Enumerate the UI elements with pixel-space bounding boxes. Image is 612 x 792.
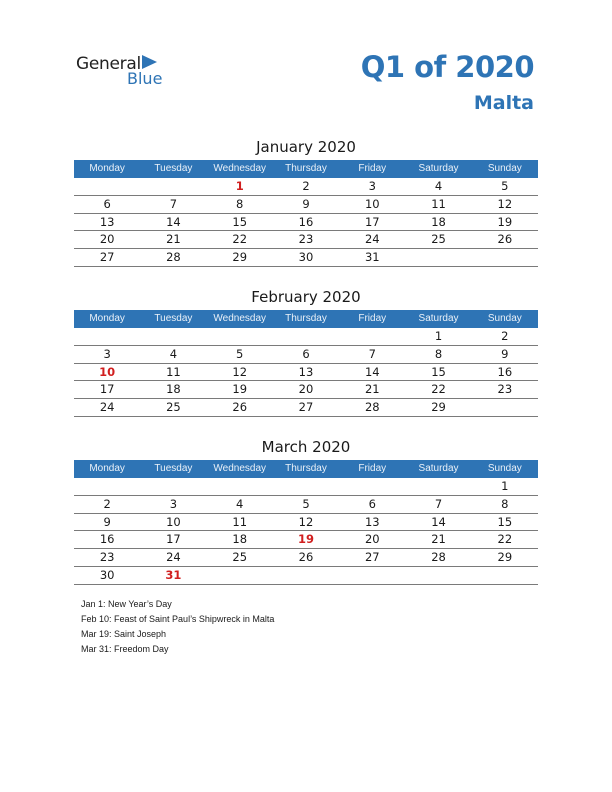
day-cell: 16 [99, 532, 115, 547]
day-cell: 2 [501, 329, 509, 343]
day-cell [74, 178, 140, 195]
day-cell: 3 [169, 496, 178, 511]
day-cell: 21 [431, 532, 446, 547]
day-cell: 29 [431, 400, 446, 415]
weekday-header: Sunday [487, 313, 522, 324]
holiday-note: Feb 10: Feast of Saint Paul’s Shipwreck in Malta [81, 614, 275, 624]
day-cell: 18 [166, 382, 181, 397]
day-cell: 9 [501, 346, 509, 361]
day-cell: 27 [364, 550, 380, 565]
weekday-header: Tuesday [154, 313, 193, 324]
day-cell: 14 [166, 214, 181, 229]
day-cell: 23 [298, 232, 314, 247]
weekday-header: Thursday [285, 463, 327, 474]
day-cell [405, 249, 471, 266]
day-cell: 17 [364, 214, 380, 229]
week-row [74, 381, 538, 399]
holiday-notes [81, 597, 274, 657]
day-cell: 25 [431, 232, 446, 247]
day-cell: 5 [302, 496, 310, 511]
day-cell: 26 [232, 400, 248, 415]
day-cell: 22 [431, 382, 446, 397]
day-cell [74, 328, 140, 345]
day-cell [405, 478, 471, 495]
day-cell: 27 [298, 400, 314, 415]
holiday-note: Mar 19: Saint Joseph [81, 629, 167, 639]
weekday-header: Monday [89, 313, 125, 324]
day-cell: 28 [431, 550, 446, 565]
day-cell: 1 [501, 479, 509, 493]
day-cell: 8 [434, 346, 443, 361]
day-cell: 5 [501, 179, 509, 193]
day-cell: 23 [497, 382, 513, 397]
day-cell: 27 [99, 250, 115, 265]
weekday-header: Monday [89, 163, 125, 174]
day-cell: 15 [497, 514, 513, 529]
day-cell: 11 [166, 364, 181, 379]
logo-flag-icon [142, 55, 157, 69]
day-cell: 20 [298, 382, 314, 397]
day-cell: 18 [232, 532, 248, 547]
day-cell [339, 478, 405, 495]
day-cell [472, 399, 538, 416]
weekday-header: Friday [358, 313, 387, 324]
day-cell: 7 [368, 346, 376, 361]
day-cell: 5 [236, 346, 244, 361]
week-row [74, 567, 538, 585]
week-row [74, 346, 538, 364]
month-title: March 2020 [261, 438, 351, 456]
day-cell: 21 [166, 232, 181, 247]
day-cell: 13 [298, 364, 314, 379]
day-cell: 8 [501, 496, 509, 511]
weekday-header: Thursday [285, 163, 327, 174]
day-cell: 12 [497, 196, 513, 211]
week-row [74, 178, 538, 196]
day-cell: 30 [99, 567, 115, 582]
day-cell: 11 [232, 514, 248, 529]
day-cell: 22 [497, 532, 513, 547]
holiday-note: Jan 1: New Year’s Day [81, 599, 172, 609]
week-row [74, 399, 538, 417]
week-row [74, 478, 538, 496]
week-row [74, 531, 538, 549]
day-cell [273, 328, 339, 345]
day-cell [472, 249, 538, 266]
week-row [74, 496, 538, 514]
month-title: February 2020 [251, 288, 361, 306]
week-row [74, 214, 538, 232]
day-cell: 25 [232, 550, 248, 565]
day-cell: 14 [364, 364, 380, 379]
day-cell: 13 [99, 214, 115, 229]
day-cell: 6 [368, 496, 376, 511]
day-cell [405, 567, 471, 584]
week-row [74, 328, 538, 346]
day-cell: 23 [99, 550, 115, 565]
day-cell: 29 [232, 250, 248, 265]
day-cell [207, 328, 273, 345]
day-cell [74, 478, 140, 495]
day-cell: 2 [103, 496, 111, 511]
day-cell: 3 [368, 179, 376, 193]
holiday-day-cell: 19 [297, 532, 314, 547]
day-cell: 6 [103, 196, 111, 211]
generalblue-logo [76, 54, 176, 88]
week-row [74, 514, 538, 532]
day-cell [140, 478, 206, 495]
day-cell: 7 [169, 196, 178, 211]
weekday-header: Tuesday [154, 163, 193, 174]
weekday-header: Tuesday [154, 463, 193, 474]
country-subtitle: Malta [473, 92, 534, 114]
day-cell: 15 [232, 214, 248, 229]
weekday-header: Monday [89, 463, 125, 474]
month-title: January 2020 [256, 138, 356, 156]
week-row [74, 364, 538, 382]
weekday-header: Wednesday [213, 163, 267, 174]
day-cell: 24 [99, 400, 115, 415]
weekday-header: Sunday [487, 163, 522, 174]
week-row [74, 196, 538, 214]
day-cell: 4 [434, 179, 443, 193]
page-title: Q1 of 2020 [360, 50, 534, 84]
day-cell [207, 478, 273, 495]
day-cell: 22 [232, 232, 248, 247]
day-cell: 19 [232, 382, 248, 397]
weekday-header: Wednesday [213, 463, 267, 474]
logo-word-blue: Blue [127, 69, 163, 88]
day-cell: 25 [166, 400, 181, 415]
week-row [74, 249, 538, 267]
day-cell [207, 567, 273, 584]
day-cell: 26 [298, 550, 314, 565]
day-cell: 3 [103, 346, 111, 361]
day-cell: 9 [103, 514, 111, 529]
weekday-header-row [74, 460, 538, 478]
day-cell [140, 178, 206, 195]
month-calendar-january [74, 138, 538, 267]
day-cell: 16 [298, 214, 314, 229]
day-cell: 15 [431, 364, 446, 379]
week-row [74, 231, 538, 249]
day-cell: 21 [364, 382, 380, 397]
day-cell [339, 328, 405, 345]
holiday-note: Mar 31: Freedom Day [81, 644, 169, 654]
day-cell: 11 [431, 196, 446, 211]
day-cell: 20 [99, 232, 115, 247]
weekday-header: Thursday [285, 313, 327, 324]
day-cell: 28 [364, 400, 380, 415]
weekday-header: Saturday [418, 163, 459, 174]
day-cell: 1 [434, 329, 443, 343]
day-cell [273, 567, 339, 584]
day-cell: 24 [166, 550, 181, 565]
day-cell: 29 [497, 550, 513, 565]
day-cell: 18 [431, 214, 446, 229]
day-cell: 12 [232, 364, 248, 379]
day-cell: 17 [166, 532, 181, 547]
day-cell: 10 [364, 196, 380, 211]
weekday-header: Friday [358, 463, 387, 474]
weekday-header: Saturday [418, 463, 459, 474]
day-cell: 31 [364, 250, 380, 265]
weekday-header: Sunday [487, 463, 522, 474]
day-cell: 4 [169, 346, 178, 361]
day-cell: 17 [99, 382, 115, 397]
day-cell: 8 [236, 196, 244, 211]
day-cell: 30 [298, 250, 314, 265]
logo-word-general: General [76, 54, 141, 74]
day-cell: 14 [431, 514, 446, 529]
weekday-header: Friday [358, 163, 387, 174]
weekday-header: Wednesday [213, 313, 267, 324]
week-row [74, 549, 538, 567]
day-cell: 24 [364, 232, 380, 247]
day-cell: 16 [497, 364, 513, 379]
day-cell: 9 [302, 196, 310, 211]
day-cell: 26 [497, 232, 513, 247]
day-cell: 13 [364, 514, 380, 529]
day-cell: 28 [166, 250, 181, 265]
weekday-header-row [74, 160, 538, 178]
day-cell: 2 [302, 179, 310, 193]
day-cell: 7 [434, 496, 443, 511]
day-cell [339, 567, 405, 584]
weekday-header: Saturday [418, 313, 459, 324]
day-cell [472, 567, 538, 584]
month-calendar-march [74, 438, 538, 585]
day-cell: 6 [302, 346, 310, 361]
day-cell: 20 [364, 532, 380, 547]
month-calendar-february [74, 288, 538, 417]
holiday-day-cell: 31 [165, 567, 182, 582]
holiday-day-cell: 10 [99, 364, 116, 379]
day-cell: 10 [166, 514, 181, 529]
day-cell [140, 328, 206, 345]
day-cell: 12 [298, 514, 314, 529]
day-cell [273, 478, 339, 495]
day-cell: 19 [497, 214, 513, 229]
weekday-header-row [74, 310, 538, 328]
day-cell: 4 [236, 496, 244, 511]
holiday-day-cell: 1 [235, 179, 244, 193]
